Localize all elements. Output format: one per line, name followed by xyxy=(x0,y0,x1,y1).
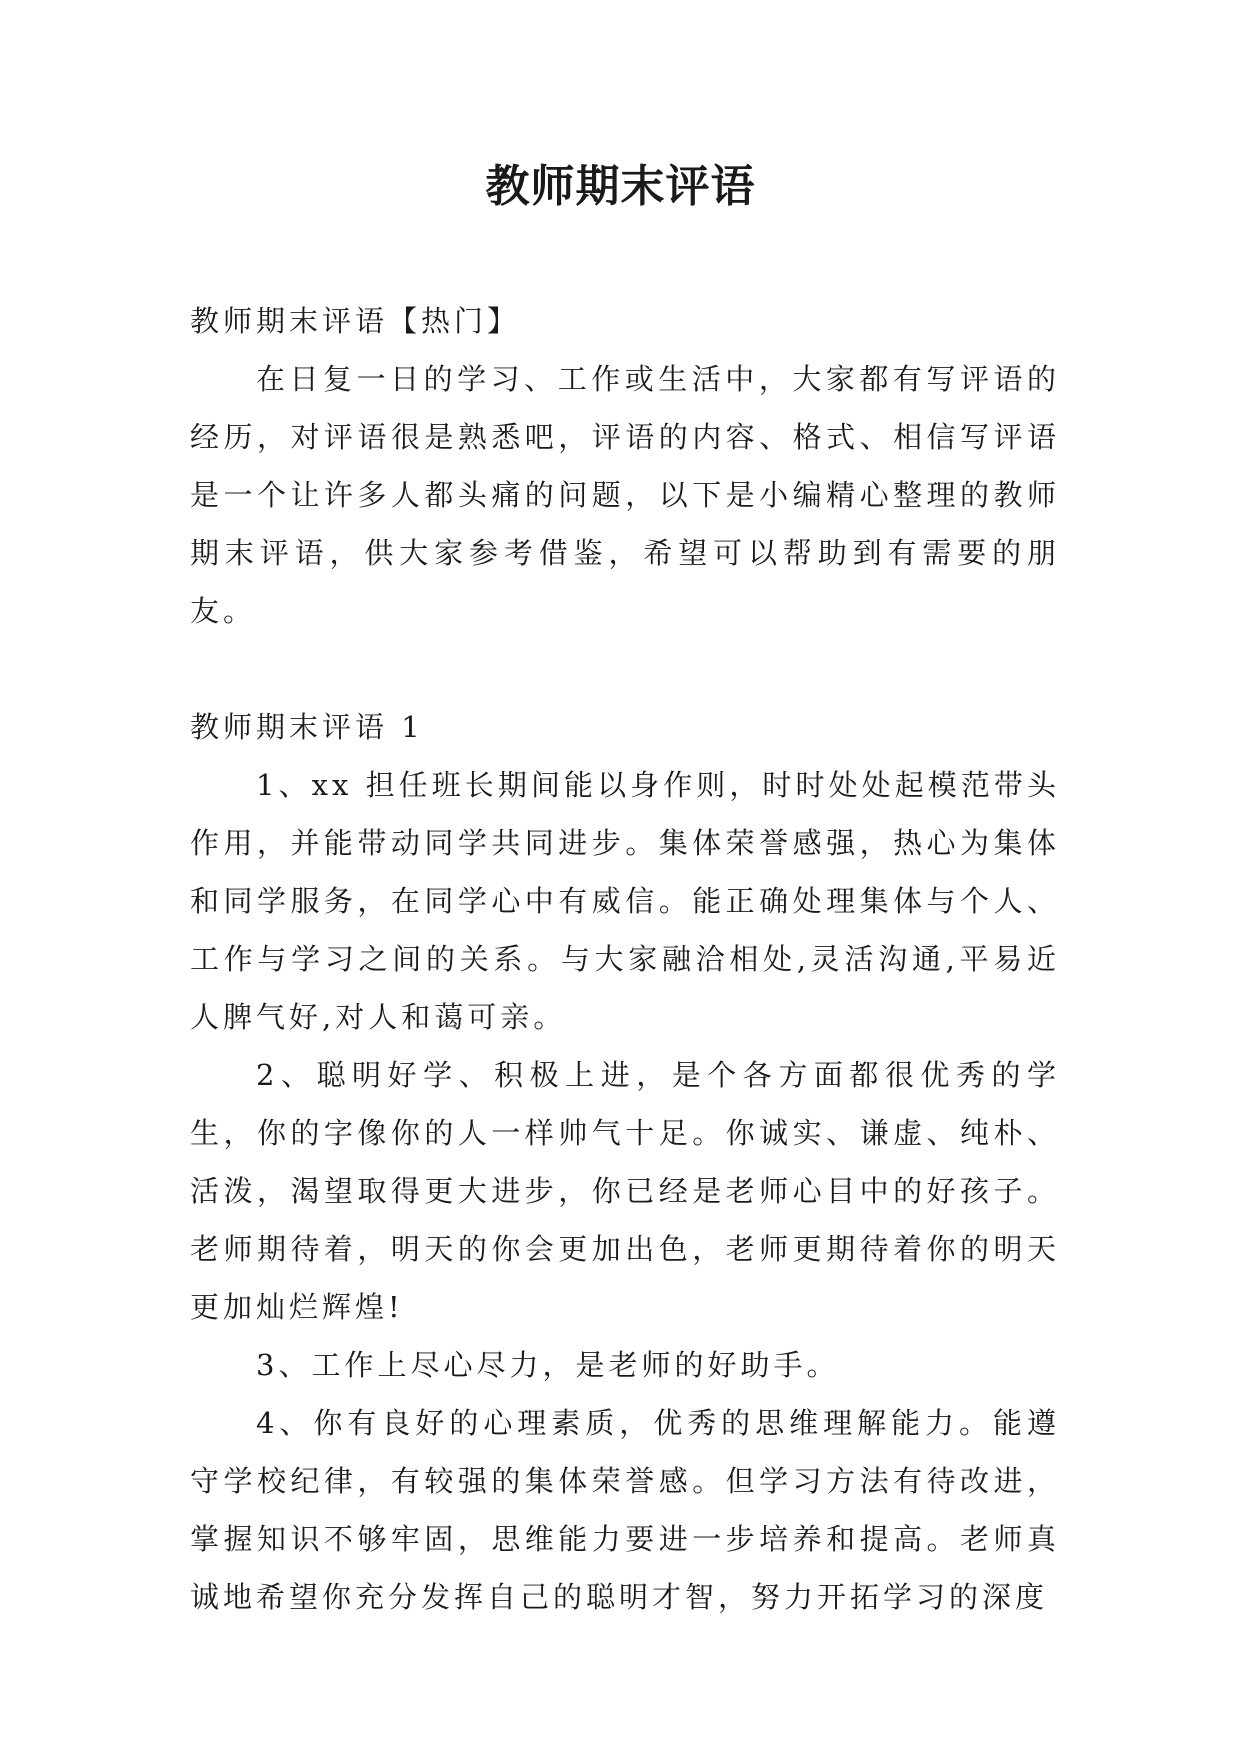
document-subtitle: 教师期末评语【热门】 xyxy=(190,304,521,338)
comment-item-3: 3、工作上尽心尽力，是老师的好助手。 xyxy=(256,1348,840,1382)
comment-item-2: 2、聪明好学、积极上进，是个各方面都很优秀的学生，你的字像你的人一样帅气十足。你诚实、谦虚、纯朴、活泼，渴望取得更大进步，你已经是老师心目中的好孩子。老师期待着，明天的你会更加出色，老师更期待着你的明天更加灿烂辉煌! xyxy=(190,1058,1060,1324)
section-heading: 教师期末评语 1 xyxy=(190,710,424,744)
document-title: 教师期末评语 xyxy=(485,161,756,212)
document-body xyxy=(190,292,1060,1626)
intro-paragraph: 在日复一日的学习、工作或生活中，大家都有写评语的经历，对评语很是熟悉吧，评语的内容、格式、相信写评语是一个让许多人都头痛的问题，以下是小编精心整理的教师期末评语，供大家参考借鉴，希望可以帮助到有需要的朋友。 xyxy=(190,362,1060,628)
comment-item-4: 4、你有良好的心理素质，优秀的思维理解能力。能遵守学校纪律，有较强的集体荣誉感。但学习方法有待改进，掌握知识不够牢固，思维能力要进一步培养和提高。老师真诚地希望你充分发挥自己的聪明才智，努力开拓学习的深度 xyxy=(190,1406,1060,1614)
comment-item-1: 1、xx 担任班长期间能以身作则，时时处处起模范带头作用，并能带动同学共同进步。集体荣誉感强，热心为集体和同学服务，在同学心中有威信。能正确处理集体与个人、工作与学习之间的关系。与大家融洽相处,灵活沟通,平易近人脾气好,对人和蔼可亲。 xyxy=(190,768,1060,1034)
paragraph-spacer xyxy=(190,640,1060,698)
